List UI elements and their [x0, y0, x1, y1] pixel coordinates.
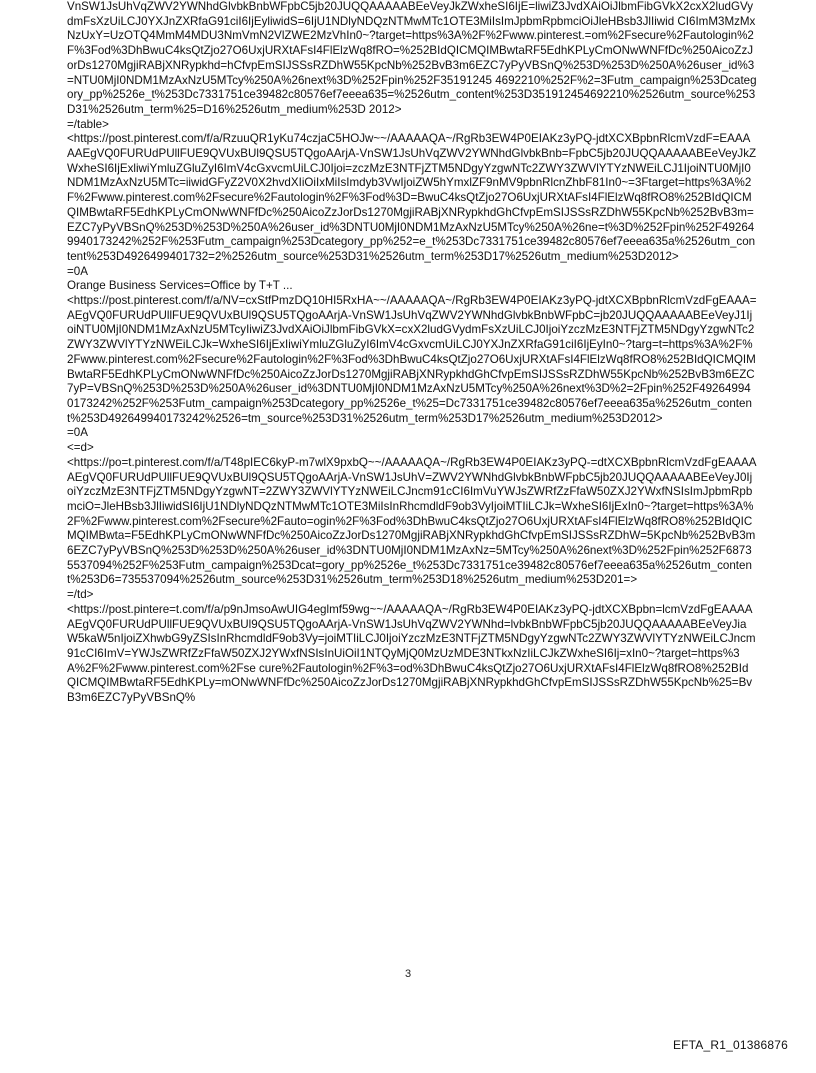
text-line: =0A: [67, 426, 88, 440]
text-line: =/table>: [67, 117, 109, 131]
page-number: 3: [404, 968, 412, 980]
text-line: =0A: [67, 264, 88, 278]
text-line: <https://post.pinterest.com/f/a/RzuuQR1yKu74czjaC5HOJw~~/AAAAAQA~/RgRb3EW4P0EIAKz3yPQ-jdtXCXBpbnRlcmVzdF=EAAAAAEgVQ0FURUdPUllFUE9QVUxBUl9QSU5TQgoAArjA-VnSW1JsUhVqZWV2YWNhdGlvbkBnb=FpbC5jb20JUQQAAAAABEeVeyJkZWxheSI6IjExliwiYmluZGluZyI6ImV4cGxvcmUiLCJ0Ijoi=zczMzE3NTFjZTM5NDgyYzgwNTc2ZWY3ZWVlYTYzNWEiLCJ1IjoiNTU0MjI0NDM1MzAxNzU5MTc=iiwidGFyZ2V0X2hvdXIiOiIxMiIsImdyb3VwIjoiZW5hYmxlZF9nMV9pbnRlcnZhbF81In0~=3Ftarget=https%3A%2F%2Fwww.pinterest.com%2Fsecure%2Fautologin%2F%3Fod%3D=BwuC4ksQtZjo27O6UxjURXtAFsI4FlElzWq8fRO8%252BIdQICMQIMBwtaRF5EdhKPLyCmONwWNFfDc%250AicoZzJorDs1270MgjiRABjXNRypkhdGhCfvpEmSIJSSsRZDhW55KpcNb%252BvB3m=EZC7yPyVBSnQ%253D%253D%250A%26user_id%3DNTU0MjI0NDM1MzAxNzU5MTcy%250A%26ne=t%3D%252Fpin%252F492649940173242%252F%253Futm_campaign%253Dcategory_pp%252=e_t%253Dc7331751ce39482c80576ef7eeea635a%2526utm_content%253D4926499401732=2%2526utm_source%253D31%2526utm_term%253D17%2526utm_medium%253D2012>: [67, 132, 757, 263]
bates-number: EFTA_R1_01386876: [672, 1038, 788, 1052]
text-line: <https://po=t.pinterest.com/f/a/T48pIEC6kyP-m7wlX9pxbQ~~/AAAAAQA~/RgRb3EW4P0EIAKz3yPQ-=dtXCXBpbnRlcmVzdFgEAAAAAEgVQ0FURUdPUllFUE9QVUxBUl9QSU5TQgoAArjA-VnSW1JsUhV=ZWV2YWNhdGlvbkBnbWFpbC5jb20JUQQAAAAABEeVeyJ0IjoiYzczMzE3NTFjZTM5NDgyYzgwNT=2ZWY3ZWVlYTYzNWEiLCJncm91cCI6ImVuYWJsZWRfZzFfaW50ZXJ2YWxfNSIsImJpbmRpbmciO=JleHBsb3JlIiwidSI6IjU1NDlyNDQzNTMwMTc1OTE3MiIsInRhcmdldF9ob3VyIjoiMTIiLCJk=WxheSI6IjExIn0~?target=https%3A%2F%2Fwww.pinterest.com%2Fsecure%2Fauto=ogin%2F%3Fod%3DhBwuC4ksQtZjo27O6UxjURXtAFsI4FlElzWq8fRO8%252BIdQICMQIMBwta=F5EdhKPLyCmONwWNFfDc%250AicoZzJorDs1270MgjiRABjXNRypkhdGhCfvpEmSIJSSsRZDhW=5KpcNb%252BvB3m6EZC7yPyVBSnQ%253D%253D%250A%26user_id%3DNTU0MjI0NDM1MzAxNz=5MTcy%250A%26next%3D%252Fpin%252F68735537094%252F%253Futm_campaign%253Dcat=gory_pp%2526e_t%253Dc7331751ce39482c80576ef7eeea635a%2526utm_conten t%253D6=735537094%2526utm_source%253D31%2526utm_term%253D18%2526utm_medium%253D201=>: [67, 455, 757, 587]
text-line: VnSW1JsUhVqZWV2YWNhdGlvbkBnbWFpbC5jb20JUQQAAAAABEeVeyJkZWxheSI6IjE=liwiZ3JvdXAiOiJlbmFibGVkX2cxX2ludGVydmFsXzUiLCJ0YXJnZXRfaG91ciI6IjEyliwidS=6IjU1NDlyNDQzNTMwMTc1OTE3MiIsImJpbmRpbmciOiJleHBsb3JlIiwid CI6ImM3MzMxNzUxY=UzOTQ4MmM4MDU3NmVmN2VlZWE2MzVhIn0~?target=https%3A%2F%2Fwww.pinterest.=om%2Fsecure%2Fautologin%2F%3Fod%3DhBwuC4ksQtZjo27O6UxjURXtAFsI4FlElzWq8fRO=%252BIdQICMQIMBwtaRF5EdhKPLyCmONwWNFfDc%250AicoZzJorDs1270MgjiRABjXNRypkhd=hCfvpEmSIJSSsRZDhW55KpcNb%252BvB3m6EZC7yPyVBSnQ%253D%253D%250A%26user_id%3=NTU0MjI0NDM1MzAxNzU5MTcy%250A%26next%3D%252Fpin%252F35191245 4692210%252F%2=3Futm_campaign%253Dcategory_pp%2526e_t%253Dc7331751ce39482c80576ef7eeea635=%2526utm_content%253D351912454692210%2526utm_source%253D31%2526utm_term%25=D16%2526utm_medium%253D 2012>: [67, 0, 757, 116]
text-line: <https://post.pintere=t.com/f/a/p9nJmsoAwUIG4eglmf59wg~~/AAAAAQA~/RgRb3EW4P0EIAKz3yPQ-jdtXCXBpbn=lcmVzdFgEAAAAAEgVQ0FURUdPUllFUE9QVUxBUl9QSU5TQgoAArjA-VnSW1JsUhVqZWV2YWNhd=lvbkBnbWFpbC5jb20JUQQAAAAABEeVeyJiaW5kaW5nIjoiZXhwbG9yZSIsInRhcmdldF9ob3Vy=joiMTIiLCJ0IjoiYzczMzE3NTFjZTM5NDgyYzgwNTc2ZWY3ZWVlYTYzNWEiLCJncm91cCI6ImV=YWJsZWRfZzFfaW50ZXJ2YWxfNSIsInUiOiI1NTQyMjQ0MzUzMDE3NTkxNzIiLCJkZWxheSI6Ij=xIn0~?target=https%3A%2F%2Fwww.pinterest.com%2Fse cure%2Fautologin%2F%3=od%3DhBwuC4ksQtZjo27O6UxjURXtAFsI4FlElzWq8fRO8%252BIdQICMQIMBwtaRF5EdhKPLy=mONwWNFfDc%250AicoZzJorDs1270MgjiRABjXNRypkhdGhCfvpEmSIJSSsRZDhW55KpcNb%25=BvB3m6EZC7yPyVBSnQ%: [67, 602, 756, 705]
text-line: <=d>: [67, 441, 94, 455]
text-line: =/td>: [67, 588, 94, 602]
document-body: [67, 0, 757, 706]
text-line: Orange Business Services=Office by T+T ...: [67, 279, 293, 293]
text-line: <https://post.pinterest.com/f/a/NV=cxStfPmzDQ10HI5RxHA~~/AAAAAQA~/RgRb3EW4P0EIAKz3yPQ-jdtXCXBpbnRlcmVzdFgEAAA=AEgVQ0FURUdPUllFUE9QVUxBUl9QSU5TQgoAArjA-VnSW1JsUhVqZWV2YWNhdGlvbkBnbWFpbC=jb20JUQQAAAAABEeVeyJ1IjoiNTU0MjI0NDM1MzAxNzU5MTcyIiwiZ3JvdXAiOiJlbmFibGVkX=cxX2ludGVydmFsXzUiLCJ0IjoiYzczMzE3NTFjZTM5NDgyYzgwNTc2ZWY3ZWVlYTYzNWEiLCJk=WxheSI6IjExIiwiYmluZGluZyI6ImV4cGxvcmUiLCJ0YXJnZXRfaG91ciI6IjEyIn0~?targ=t=https%3A%2F%2Fwww.pinterest.com%2Fsecure%2Fautologin%2F%3Fod%3DhBwuC4ksQtZjo27O6UxjURXtAFsI4FlElzWq8fRO8%252BIdQICMQIMBwtaRF5EdhKPLyCmONwWNFfDc%250AicoZzJorDs1270MgjiRABjXNRypkhdGhCfvpEmSIJSSsRZDhW55KpcNb%252BvB3m6EZC7yP=VBSnQ%253D%253D%250A%26user_id%3DNTU0MjI0NDM1MzAxNzU5MTcy%250A%26next%3D%2=2Fpin%252F492649940173242%252F%253Futm_campaign%253Dcategory_pp%2526e_t%25=Dc7331751ce39482c80576ef7eeea635a%2526utm_content%253D492649940173242%2526=tm_source%253D31%2526utm_term%253D17%2526utm_medium%253D2012>: [67, 294, 757, 425]
